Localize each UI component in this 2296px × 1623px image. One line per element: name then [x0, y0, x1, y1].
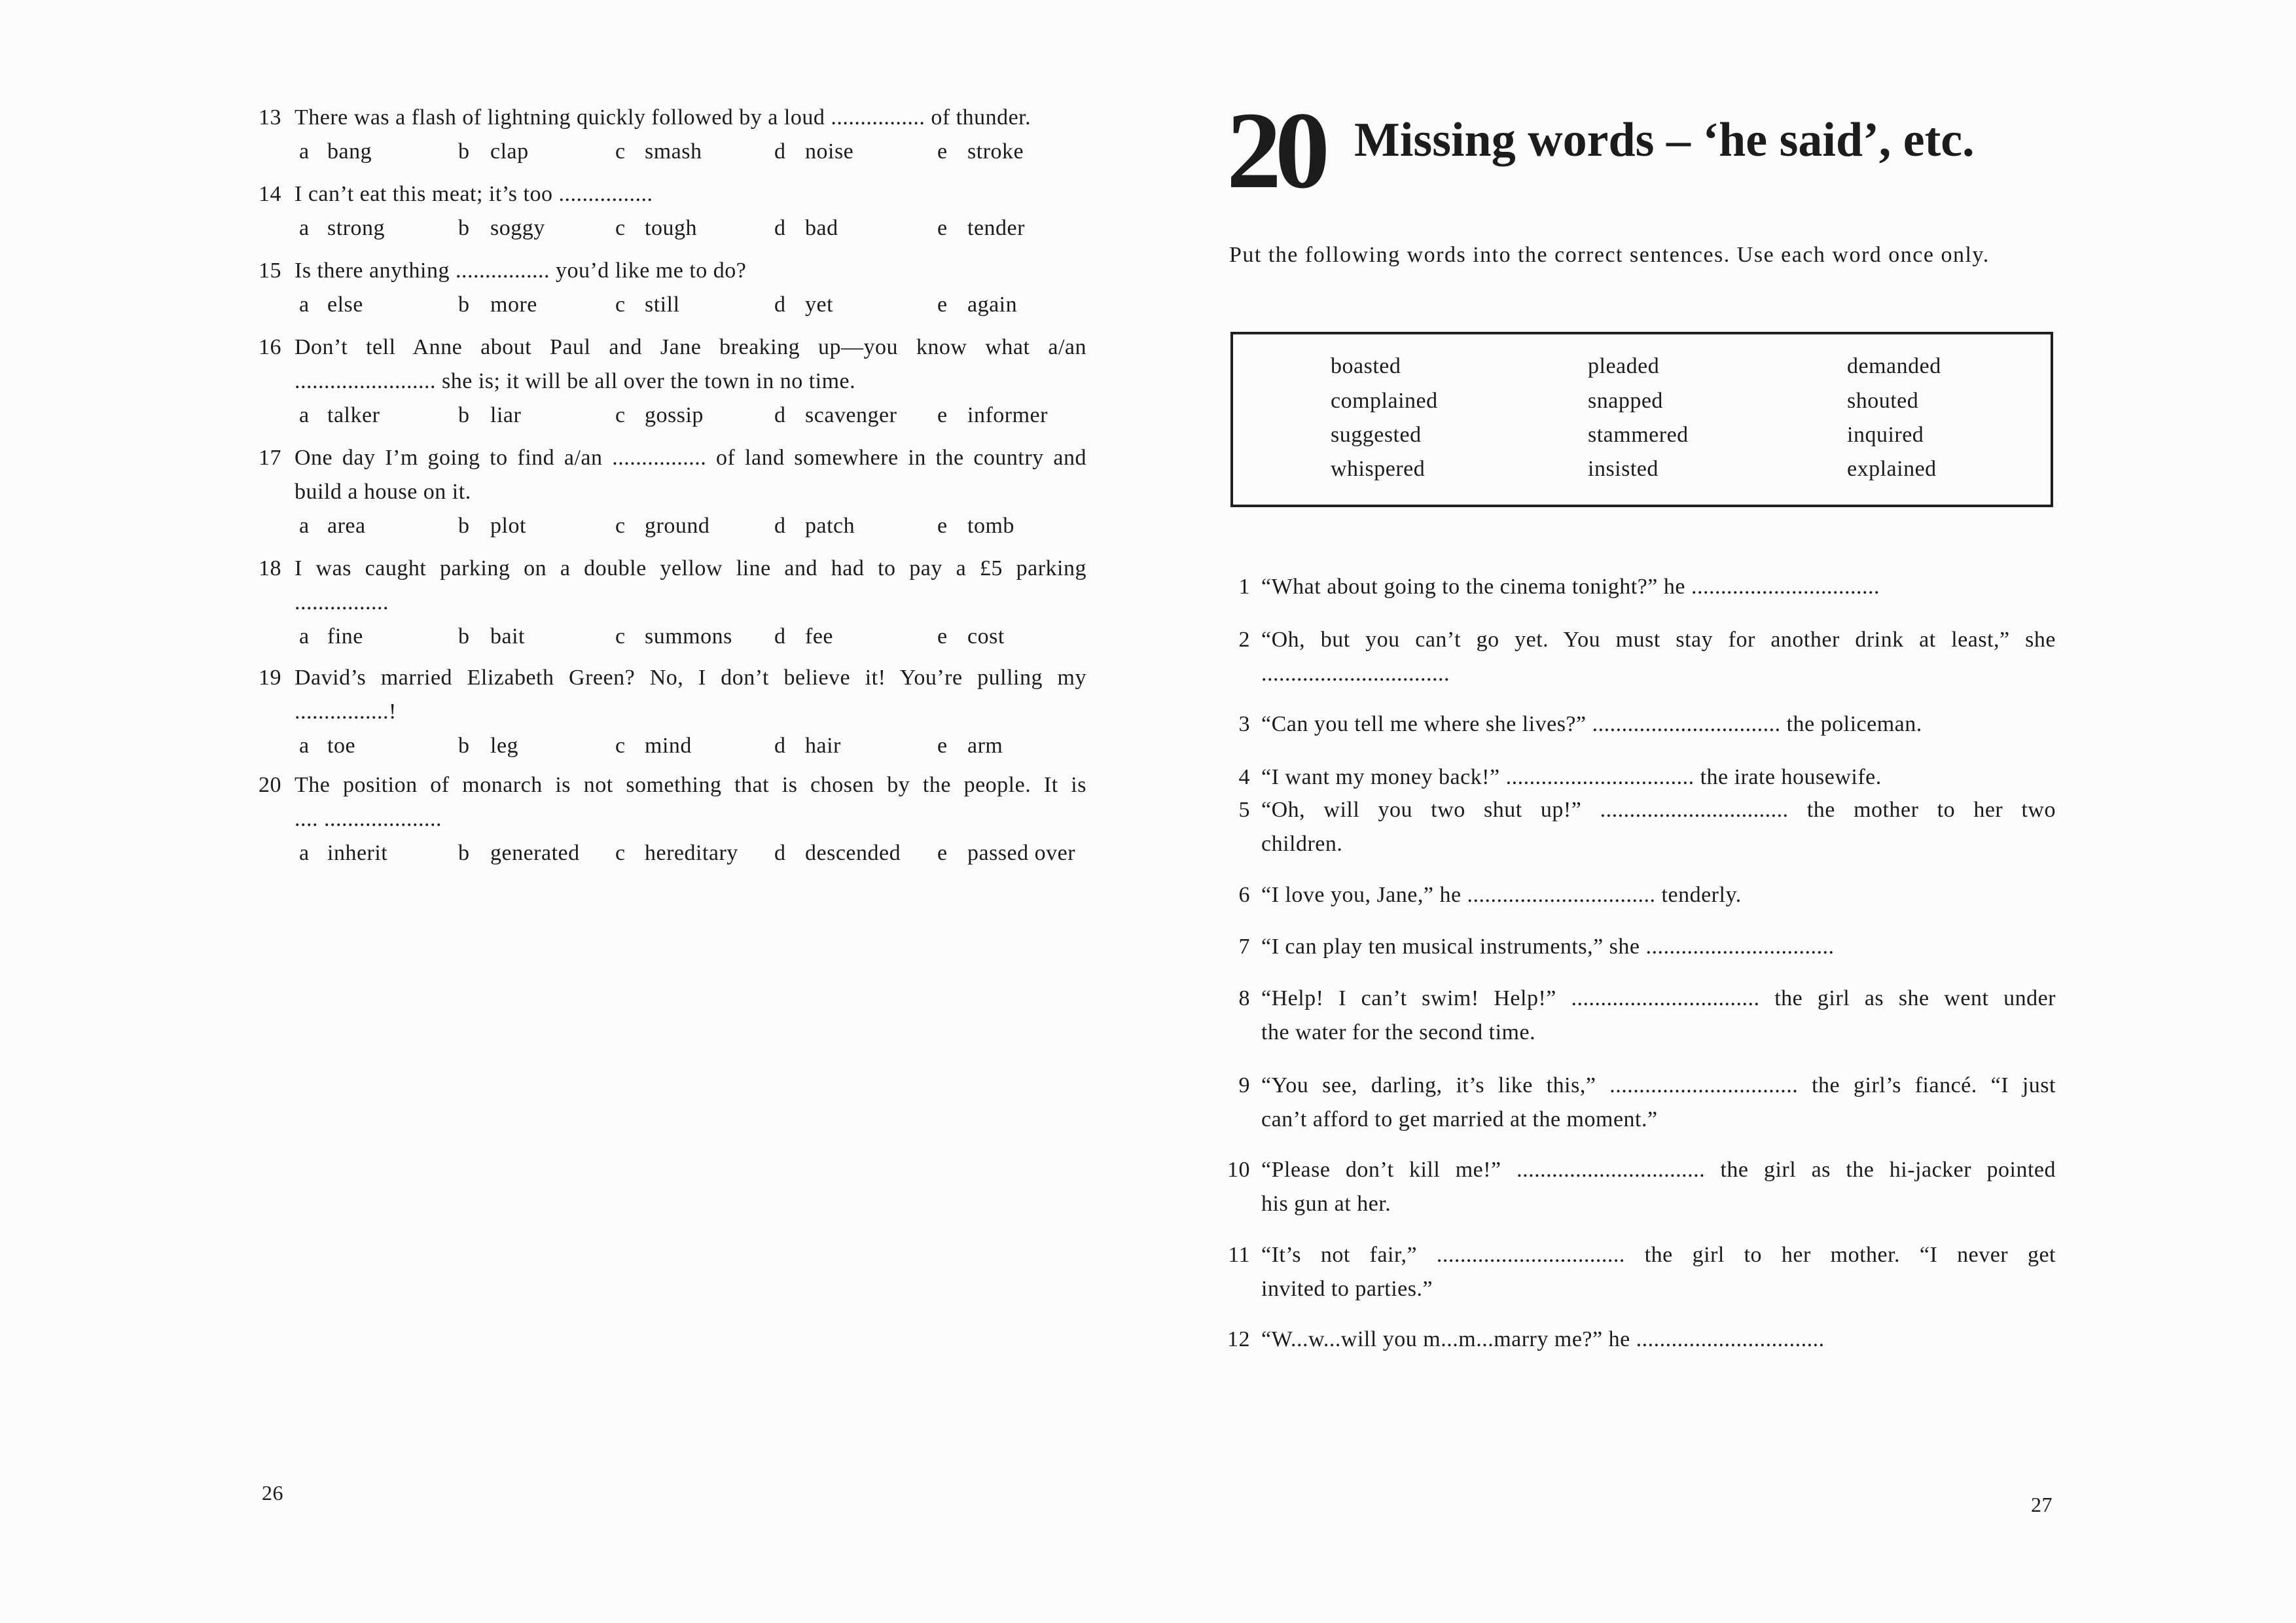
- option-word: noise: [805, 139, 854, 164]
- option-letter: b: [458, 403, 470, 427]
- word-box-item: pleaded: [1588, 354, 1660, 378]
- option-word: passed over: [967, 841, 1076, 865]
- word-box-item: boasted: [1331, 354, 1401, 378]
- option-letter: e: [937, 403, 948, 427]
- option-word: more: [490, 293, 537, 317]
- question-18: [259, 552, 1086, 654]
- option-letter: a: [299, 403, 310, 427]
- sentence-6: [1217, 878, 2056, 912]
- question-text: build a house on it.: [295, 480, 471, 504]
- question-17: [259, 441, 1086, 543]
- sentence-text: “Oh, but you can’t go yet. You must stay for another drink at least,” she: [1261, 628, 2056, 652]
- option-letter: b: [458, 624, 470, 649]
- sentence-text: can’t afford to get married at the moment.”: [1261, 1107, 1658, 1132]
- sentence-number: 10: [1227, 1158, 1250, 1182]
- sentence-text: ................................: [1261, 662, 1450, 686]
- option-letter: a: [299, 139, 310, 164]
- option-letter: a: [299, 514, 310, 538]
- sentence-number: 12: [1227, 1327, 1250, 1351]
- option-word: again: [967, 293, 1018, 317]
- option-word: arm: [967, 734, 1003, 758]
- answer-options: [259, 620, 1086, 654]
- page-number: 27: [2031, 1493, 2053, 1516]
- sentence-12: [1217, 1323, 2056, 1357]
- question-text: David’s married Elizabeth Green? No, I don’t believe it! You’re pulling my: [295, 666, 1086, 690]
- question-number: 19: [259, 666, 281, 690]
- option-letter: b: [458, 139, 470, 164]
- option-letter: a: [299, 293, 310, 317]
- option-letter: d: [774, 139, 786, 164]
- sentence-2: [1217, 623, 2056, 691]
- sentence-number: 6: [1238, 883, 1250, 907]
- sentence-text: children.: [1261, 832, 1343, 856]
- word-box: [1230, 332, 2053, 507]
- question-text: ........................ she is; it will be all over the town in no time.: [295, 369, 856, 393]
- question-19: [259, 661, 1086, 763]
- option-word: bad: [805, 216, 838, 240]
- option-word: patch: [805, 514, 855, 538]
- sentence-8: [1217, 982, 2056, 1050]
- question-text: I was caught parking on a double yellow line and had to pay a £5 parking: [295, 556, 1086, 580]
- question-16: [259, 330, 1086, 433]
- word-box-item: whispered: [1331, 457, 1426, 481]
- question-number: 20: [259, 773, 281, 797]
- word-box-item: suggested: [1331, 423, 1422, 447]
- sentence-1: [1217, 570, 2056, 604]
- question-number: 17: [259, 446, 281, 470]
- option-word: leg: [490, 734, 519, 758]
- sentence-text: the water for the second time.: [1261, 1020, 1536, 1044]
- option-letter: d: [774, 216, 786, 240]
- sentence-text: “What about going to the cinema tonight?” he ................................: [1261, 575, 1880, 599]
- option-letter: c: [615, 293, 626, 317]
- option-word: toe: [327, 734, 356, 758]
- sentence-4: [1217, 760, 2056, 794]
- option-word: hereditary: [645, 841, 738, 865]
- option-letter: b: [458, 293, 470, 317]
- sentence-text: “Please don’t kill me!” ................................ the girl as the hi-jacker pointed: [1261, 1158, 2056, 1182]
- word-box-item: inquired: [1847, 423, 1924, 447]
- unit-number: 20: [1227, 90, 1323, 211]
- answer-options: [259, 399, 1086, 433]
- sentence-9: [1217, 1069, 2056, 1137]
- question-number: 18: [259, 556, 281, 580]
- word-box-item: snapped: [1588, 389, 1663, 413]
- sentence-number: 7: [1238, 935, 1250, 959]
- option-word: inherit: [327, 841, 388, 865]
- question-14: [259, 177, 1086, 245]
- option-word: hair: [805, 734, 841, 758]
- word-box-item: complained: [1331, 389, 1438, 413]
- option-word: smash: [645, 139, 702, 164]
- sentence-number: 4: [1238, 765, 1250, 789]
- question-20: [259, 768, 1086, 870]
- word-box-item: explained: [1847, 457, 1937, 481]
- question-text: Is there anything ................ you’d like me to do?: [295, 259, 747, 283]
- option-word: else: [327, 293, 363, 317]
- option-word: soggy: [490, 216, 545, 240]
- option-word: mind: [645, 734, 692, 758]
- option-letter: d: [774, 734, 786, 758]
- option-word: fine: [327, 624, 363, 649]
- option-word: bang: [327, 139, 372, 164]
- option-letter: e: [937, 514, 948, 538]
- option-word: generated: [490, 841, 580, 865]
- option-word: talker: [327, 403, 380, 427]
- option-word: yet: [805, 293, 834, 317]
- sentence-text: “You see, darling, it’s like this,” ................................ the girl’s fiancé. “I just: [1261, 1073, 2056, 1097]
- option-word: informer: [967, 403, 1048, 427]
- option-letter: a: [299, 624, 310, 649]
- answer-options: [259, 288, 1086, 322]
- question-text: There was a flash of lightning quickly followed by a loud ................ of thunder.: [295, 105, 1031, 130]
- option-word: area: [327, 514, 366, 538]
- option-word: gossip: [645, 403, 704, 427]
- right-page: [1148, 0, 2296, 1623]
- answer-options: [259, 211, 1086, 245]
- option-letter: b: [458, 734, 470, 758]
- sentence-number: 9: [1238, 1073, 1250, 1097]
- option-letter: c: [615, 734, 626, 758]
- option-word: descended: [805, 841, 901, 865]
- option-letter: c: [615, 624, 626, 649]
- word-box-item: shouted: [1847, 389, 1919, 413]
- option-letter: e: [937, 624, 948, 649]
- sentence-text: “I want my money back!” ................................ the irate housewife.: [1261, 765, 1882, 789]
- option-letter: b: [458, 841, 470, 865]
- option-word: tomb: [967, 514, 1014, 538]
- option-letter: b: [458, 514, 470, 538]
- option-letter: e: [937, 841, 948, 865]
- page-number: 26: [262, 1481, 283, 1505]
- question-text: The position of monarch is not something that is chosen by the people. It is: [295, 773, 1086, 797]
- question-text: ................: [295, 590, 389, 615]
- option-letter: c: [615, 403, 626, 427]
- option-letter: c: [615, 514, 626, 538]
- sentence-text: “W...w...will you m...m...marry me?” he ................................: [1261, 1327, 1825, 1351]
- question-15: [259, 254, 1086, 322]
- option-letter: d: [774, 514, 786, 538]
- sentence-text: “I can play ten musical instruments,” she ................................: [1261, 935, 1835, 959]
- option-letter: e: [937, 293, 948, 317]
- answer-options: [259, 509, 1086, 543]
- question-number: 16: [259, 335, 281, 359]
- sentence-number: 1: [1238, 575, 1250, 599]
- option-letter: a: [299, 734, 310, 758]
- sentence-text: “I love you, Jane,” he ................................ tenderly.: [1261, 883, 1742, 907]
- sentence-number: 8: [1238, 986, 1250, 1010]
- option-word: strong: [327, 216, 385, 240]
- sentence-text: his gun at her.: [1261, 1192, 1391, 1216]
- option-letter: e: [937, 139, 948, 164]
- word-box-item: demanded: [1847, 354, 1941, 378]
- option-letter: c: [615, 139, 626, 164]
- question-number: 13: [259, 105, 281, 130]
- instructions: Put the following words into the correct sentences. Use each word once only.: [1229, 243, 1990, 267]
- question-text: I can’t eat this meat; it’s too ................: [295, 182, 653, 206]
- question-number: 15: [259, 259, 281, 283]
- sentence-text: “Can you tell me where she lives?” ................................ the policeman.: [1261, 712, 1922, 736]
- option-word: plot: [490, 514, 526, 538]
- sentence-number: 3: [1238, 712, 1250, 736]
- sentence-number: 2: [1238, 628, 1250, 652]
- option-letter: e: [937, 734, 948, 758]
- option-word: tender: [967, 216, 1025, 240]
- option-word: clap: [490, 139, 529, 164]
- option-word: bait: [490, 624, 525, 649]
- question-text: Don’t tell Anne about Paul and Jane breaking up—you know what a/an: [295, 335, 1086, 359]
- option-letter: d: [774, 293, 786, 317]
- option-word: ground: [645, 514, 710, 538]
- sentence-10: [1217, 1153, 2056, 1221]
- option-letter: a: [299, 841, 310, 865]
- sentence-3: [1217, 707, 2056, 741]
- option-letter: a: [299, 216, 310, 240]
- word-box-item: stammered: [1588, 423, 1689, 447]
- sentence-number: 5: [1238, 798, 1250, 822]
- answer-options: [259, 135, 1086, 169]
- answer-options: [259, 836, 1086, 870]
- option-word: stroke: [967, 139, 1024, 164]
- option-word: tough: [645, 216, 697, 240]
- sentence-5: [1217, 793, 2056, 861]
- option-letter: c: [615, 841, 626, 865]
- question-text: ................!: [295, 700, 397, 724]
- question-text: .... ....................: [295, 807, 442, 831]
- sentence-text: “Oh, will you two shut up!” ................................ the mother to her two: [1261, 798, 2056, 822]
- sentence-text: invited to parties.”: [1261, 1277, 1433, 1301]
- option-word: liar: [490, 403, 522, 427]
- sentence-7: [1217, 930, 2056, 964]
- option-letter: c: [615, 216, 626, 240]
- option-letter: b: [458, 216, 470, 240]
- option-word: summons: [645, 624, 732, 649]
- unit-title: Missing words – ‘he said’, etc.: [1354, 113, 1975, 167]
- word-box-item: insisted: [1588, 457, 1659, 481]
- sentence-11: [1217, 1238, 2056, 1306]
- option-word: fee: [805, 624, 834, 649]
- sentence-text: “It’s not fair,” ................................ the girl to her mother. “I never get: [1261, 1243, 2056, 1267]
- sentence-number: 11: [1228, 1243, 1250, 1267]
- option-letter: e: [937, 216, 948, 240]
- option-word: scavenger: [805, 403, 897, 427]
- sentence-text: “Help! I can’t swim! Help!” ................................ the girl as she went under: [1261, 986, 2056, 1010]
- question-number: 14: [259, 182, 281, 206]
- option-letter: d: [774, 841, 786, 865]
- option-letter: d: [774, 403, 786, 427]
- option-word: still: [645, 293, 680, 317]
- option-letter: d: [774, 624, 786, 649]
- question-13: [259, 101, 1086, 169]
- option-word: cost: [967, 624, 1005, 649]
- question-text: One day I’m going to find a/an ................ of land somewhere in the country and: [295, 446, 1086, 470]
- answer-options: [259, 729, 1086, 763]
